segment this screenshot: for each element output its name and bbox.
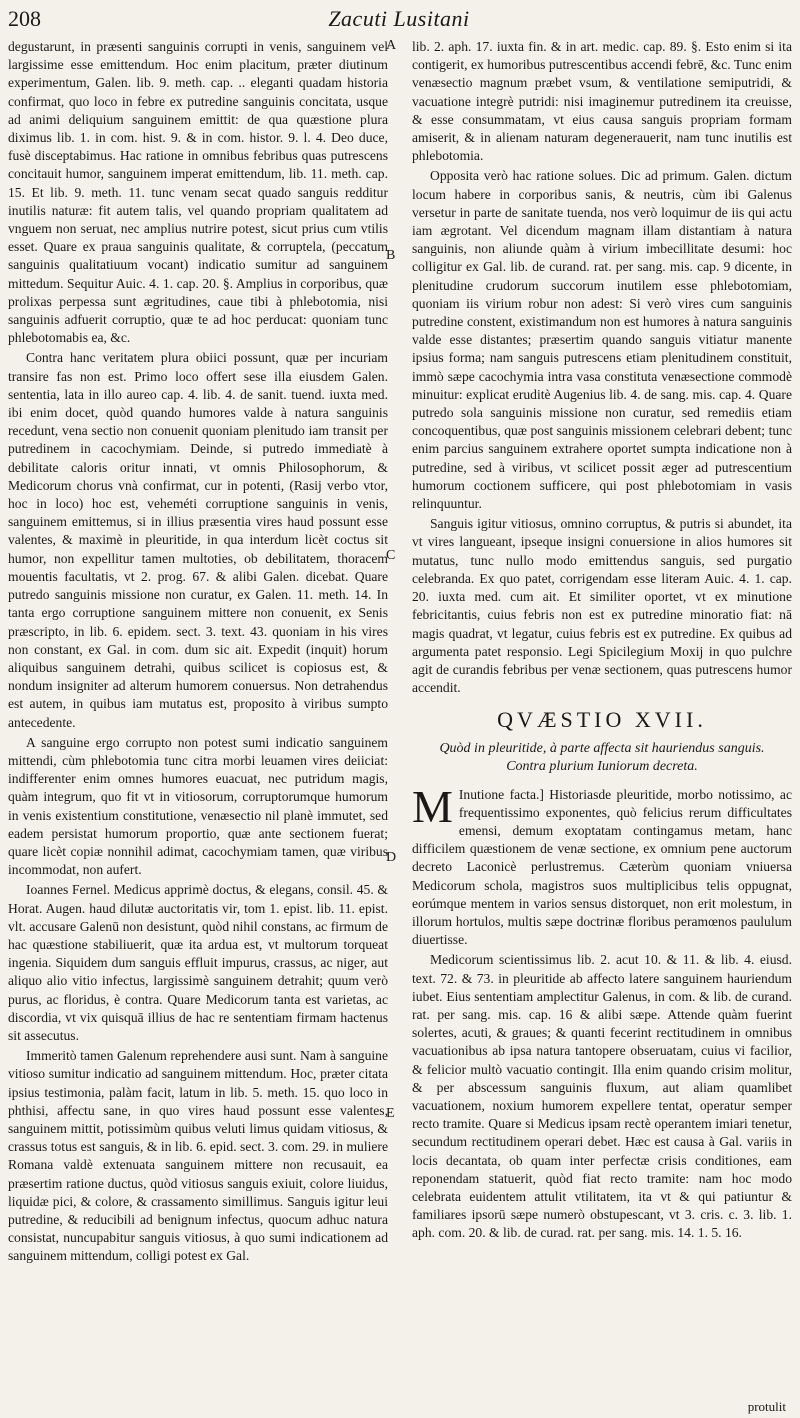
right-paragraph-2: Opposita verò hac ratione solues. Dic ad primum. Galen. dictum locum habere in corporibus sanis, & neutris, cùm ibi Galenus versetur in parte de sanitate tuenda, nos verò loquimur de iis qui actu iam ægrotant. Vel dicendum magnam illam distantiam à natura sanguinis, non aliunde quàm à virium imbecillitate desumi: hoc colligitur ex Gal. lib. de curand. rat. per sang. mis. cap. 9 dicente, in plenitudine crudorum succorum inutilem esse phlebotomiam, quoniam iis virium robur non adest: Si verò vires cum sanguinis putredine constent, existimandum non est humores à natura sanguinis valde esse distantes; præsertim quando sanguis vitiatur manente ipsius forma; nam sanguis putrescens etiam plenitudinem constituit, immò sæpe cacochymia intra vasa constituta venæsectione commodè minuitur: explicat eruditè Augenius lib. 4. de sang. mis. cap. 4. Quare putredo sola sanguinis missione non curatur, sed remediis etiam concoquentibus, quæ post sanguinis missionem celebrari debent; tunc enim parcius sanguinem extrahere oportet sumpta indicatione non à putredine, sed à viribus, vt scilicet possit æger ad putrescentium humorum coctionem sufficere, qui post phlebotomiam in vasis relinquuntur.	[412, 168, 792, 512]
right-column	[412, 38, 792, 1268]
margin-letter-e: E	[386, 1106, 395, 1121]
left-paragraph-5: Immeritò tamen Galenum reprehendere ausi sunt. Nam à sanguine vitioso sumitur indicatio ad sanguinem mittendum. Hoc, præter citata ipsius testimonia, palàm facit, latum in lib. 5. meth. 15. quo loco in phthisi, affectu sane, in quo vires haud possunt esse valentes, sanguinem mittit, potissimùm quibus veluti limus quidam vitiosus, & crassus totus est sanguis, & in lib. 6. epid. sect. 3. com. 29. in muliere Romana valdè extenuata sanguinem mittere non recusauit, ea præsertim ratione ductus, quòd vitiosus sanguis exiuit, colore liuidus, liquidæ pici, & colore, & crassamento simillimus. Sanguis igitur leui putredine, & reducibili ad benignum infectus, quocum adhuc natura consistat, nuncupabitur sanguis vitiosus, à quo sumi indicationem ad sanguinem mittendum, colligi potest ex Gal.	[8, 1048, 388, 1264]
right-paragraph-1: lib. 2. aph. 17. iuxta fin. & in art. medic. cap. 89. §. Esto enim si ita contigerit, ex humoribus putrescentibus accendi febrē, &c. Tunc enim venæsectio magnum præbet vsum, & ventilatione semiputridi, & vacuatione integrè putridi: nisi imaginemur putredinem ita creuisse, & esse consummatam, vt eius causa sanguis propriam formam amiserit, & in alienam naturam degenerauerit, nam tunc inutilis est phlebotomia.	[412, 39, 792, 164]
left-paragraph-1: degustarunt, in præsenti sanguinis corrupti in venis, sanguinem vel largissime esse emittendum. Hoc enim placitum, præter diutinum experimentum, Galen. lib. 9. meth. cap. .. eleganti quadam historia confirmat, quo loco in febre ex putredine sanguinis concitata, usque ad animi deliquium sanguinem emittit: de qua quæstione plura diximus lib. 1. in com. hist. 9. & in com. histor. 9. l. 4. Deo duce, fusè disceptabimus. Hac ratione in omnibus febribus quas putrescens concitauit humor, sanguinem imperat emittendum, lib. 11. meth. cap. 15. Et lib. 9. meth. 11. tunc venam secat quado sanguis redditur inutilis naturæ: fit autem talis, vel quando propriam qualitatem ad vnguem non seruat, nec amplius nutrire potest, sicut prius cum vtilis esset. Quare ex praua sanguinis qualitate, & corruptela, (peccatum sanguinis qualitatiuum vocant) indicatio sumitur ad sanguinem mittedum. Sequitur Auic. 4. 1. cap. 20. §. Amplius in corporibus, quæ prolixas perpessa sunt ægritudines, caue tibi à phlebotomia, nisi sanguinis adfuerit corruptio, quæ te ad hoc perducat: quoniam tunc phlebotomabis ea, &c.	[8, 39, 388, 346]
question-first-paragraph-text: Inutione facta.] Historiasde pleuritide, morbo notissimo, ac frequentissimo exponentes, quò felicius rerum difficultates emensi, demum exoptatam contingamus metam, hanc difficilem quæstionem de venæ sectione, ex omnium pene auctorum decreto Laconicè perlustremus. Cæterùm quoniam vniuersa Medicorum schola, magistros suos multiplicibus telis oppugnat, eorúmque mentem in varios sensus distorquet, non erit molestum, in illorum hortulos, multis sæpe doctrinæ floribus peramœnos paululum diuertisse.	[412, 786, 792, 948]
right-paragraph-3: Sanguis igitur vitiosus, omnino corruptus, & putris si abundet, ita vt vires langueant, ipseque insigni conuersione in alios humores sit mutatus, tunc nullo modo emittendus sanguis, sed purgatio celebranda. Ex quo patet, corrigendam esse literam Auic. 4. 1. cap. 20. iuxta med. cum ait. Et similiter oportet, vt ex minutione febricitantis, cuius febris non est ex putredine minoratio fiat: nā magis quadrat, vt legatur, cuius febris est ex putredine. Ex quibus ad argumenta patet responsio. Legi Spicilegium Moxij in quo pulchre agit de curandis febribus per venæ sectionem, quas putrescens humor accendit.	[412, 516, 792, 696]
margin-letter-b: B	[386, 248, 396, 263]
left-paragraph-2: Contra hanc veritatem plura obiici possunt, quæ per incuriam transire fas non est. Primo loco offert sese illa eiusdem Galen. sententia, lata in illo aureo cap. 4. lib. 4. de sanit. tuend. iuxta med. ibi enim docet, quòd quando humores valde à natura sanguinis recedunt, vena sectio non conuenit quoniam plenitudo iam transit per putredinem in cacochymiam. Deinde, si putredo immediatè à debilitate caloris oritur innati, vt omnis Philosophorum, & Medicorum chorus vnà confirmat, cur in potenti, (Rasij verbo vtor, hoc in loco) hoc est, veheméti corruptione sanguinis in venis, sanguinem emittemus, si in illius præsentia vires haud possunt esse valentes, & maximè in pleuritide, in qua interdum licèt coctus sit humor, non expellitur tamen multoties, ob debilitatem, thoracem mouentis facultatis, vt 2. prog. 67. & alibi Galen. dicebat. Quare putredo sanguinis missione non curatur, ex Galen. 11. meth. 14. In tanta ergo corruptione sanguinem mittere non conuenit, ex Senis præscripto, in lib. 6. epidem. sect. 3. text. 43. quoniam in his vires non constant, ex Gal. in com. dum sic ait. Expedit (inquit) horum aliquibus sanguinem detrahi, quibus scilicet is copiosus est, & nondum insigniter ad alterum humorem conuersus. Non detrahendus est autem, in quibus iam mutatus est, proposito à viribus sumpto antecedente.	[8, 350, 388, 730]
drop-cap: M	[412, 780, 453, 832]
left-column	[8, 38, 388, 1268]
question-title: QVÆSTIO XVII.	[497, 707, 707, 733]
left-paragraph-4: Ioannes Fernel. Medicus apprimè doctus, & elegans, consil. 45. & Horat. Augen. haud dilutæ auctoritatis vir, tom 1. epist. lib. 11. epist. vlt. accusare Galenū non desistunt, quòd nihil constans, ac firmum de hac quæstione stabiliuerit, quæ ita ardua est, vt multorum torqueat ingenia. Siquidem dum sanguis effluit impurus, crassus, ac niger, aut aliquo alio vitio infectus, largissimè sanguinem detrahit; quum verò purus, ac floridus, è contra. Quare Medicorum tanta est varietas, ac discordia, vt vix quisquā illius de hac re sententiam firmam hactenus sit assecutus.	[8, 882, 388, 1043]
question-subtitle: Quòd in pleuritide, à parte affecta sit hauriendus sanguis. Contra plurium Iuniorum decreta.	[439, 740, 765, 774]
running-head: Zacuti Lusitani	[328, 6, 470, 31]
margin-letter-c: C	[386, 548, 396, 563]
text-columns	[8, 38, 792, 1268]
catchword: protulit	[747, 1399, 786, 1414]
page-header	[8, 6, 790, 36]
question-second-paragraph: Medicorum scientissimus lib. 2. acut 10. & 11. & lib. 4. eiusd. text. 72. & 73. in pleuritide ab affecto latere sanguinem hauriendum iubet. Eius sententiam amplectitur Galenus, in com. & lib. de curand. rat. per sang. mis. cap. 16 & alibi sæpe. Attende quàm fuerint solertes, acuti, & graues; & quanti fecerint rectitudinem in omnibus vacuationibus ab ipsa natura tantopere obseruatam, cuius vi facilior, & felicior multò vacuatio contingit. Illa enim quando crisim molitur, & per abscessum sanguinis fluxum, aut aliam quamlibet vacuationem, noxium humorem expellere tentat, operatur semper recto tramite. Quare si Medicus ipsam rectè operantem imiari tenetur, secundum rectitudinem operari debet. Hæc est causa à Gal. variis in locis decantata, ob quam inter perfectæ crisis conditiones, eam reponendam statuerit, quòd fiat recto tramite: nam hoc modo celebrata euidentem attulit vtilitatem, ita vt & qui patiuntur & familiares ipsorū sæpe numerò obstupescant, vt 3. cris. c. 3. lib. 1. aph. com. 20. & lib. de curad. rat. per sang. mis. 14. 1. 5. 16.	[412, 952, 792, 1241]
margin-letter-a: A	[386, 38, 397, 53]
question-first-paragraph	[412, 780, 792, 950]
margin-letter-d: D	[386, 850, 397, 865]
page-number: 208	[8, 6, 41, 31]
left-paragraph-3: A sanguine ergo corrupto non potest sumi indicatio sanguinem mittendi, cùm phlebotomia tunc citra morbi leuamen vires deiiciat: indifferenter enim omnes humores euacuat, nec putridum magis, quàm integrum, quo fit vt in vitiosorum, corruptorumque humorum in venis existentium constitutione, venæsectio nil planè immutet, sed eadem persistat humorum proportio, quæ ante sectionem fuerat; quare licèt copiæ nonnihil adimat, cacochymiam tamen, quæ viribus incommodat, non aufert.	[8, 734, 388, 878]
